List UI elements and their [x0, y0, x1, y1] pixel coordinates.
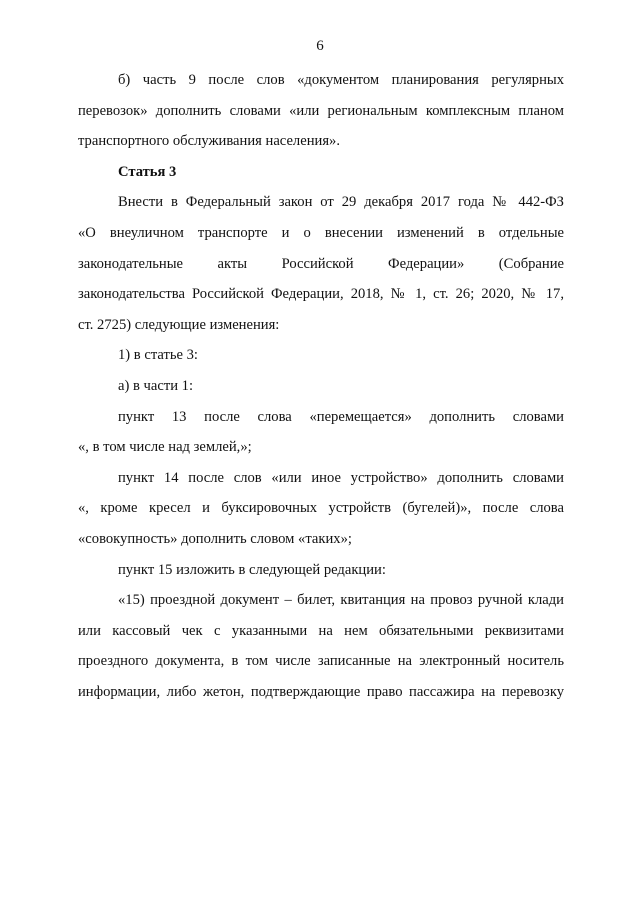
text-line: «совокупность» дополнить словом «таких»; [78, 530, 352, 547]
text-line: «, кроме кресел и буксировочных устройств (бугелей)», после слова [78, 500, 564, 517]
paragraph-point-15-text [78, 585, 564, 707]
article-heading [78, 157, 564, 188]
text-line: или кассовый чек с указанными на нем обязательными реквизитами [78, 622, 564, 639]
text-line: «О внеуличном транспорте и о внесении изменений в отдельные [78, 224, 564, 241]
text-line: пункт 13 после слова «перемещается» дополнить словами [118, 408, 564, 425]
text-line: информации, либо жетон, подтверждающие право пассажира на перевозку [78, 683, 564, 700]
text-line: законодательные акты Российской Федерации» (Собрание [78, 255, 564, 272]
article-3-heading: Статья 3 [118, 163, 177, 180]
paragraph-point-14 [78, 463, 564, 555]
text-line: законодательства Российской Федерации, 2018, № 1, ст. 26; 2020, № 17, [78, 286, 564, 303]
paragraph-point-13 [78, 402, 564, 463]
text-line: «15) проездной документ – билет, квитанция на провоз ручной клади [118, 592, 564, 609]
document-body [78, 65, 564, 707]
paragraph-item-a [78, 371, 564, 402]
text-line: ст. 2725) следующие изменения: [78, 316, 280, 333]
text-line: «, в том числе над землей,»; [78, 439, 252, 456]
text-line: проездного документа, в том числе записанные на электронный носитель [78, 653, 564, 670]
text-line: пункт 15 изложить в следующей редакции: [118, 561, 386, 578]
paragraph-item-1 [78, 340, 564, 371]
text-line: перевозок» дополнить словами «или региональным комплексным планом [78, 102, 564, 119]
text-line: Внести в Федеральный закон от 29 декабря 2017 года № 442-ФЗ [118, 194, 564, 211]
text-line: транспортного обслуживания населения». [78, 133, 340, 150]
text-line: 1) в статье 3: [118, 347, 198, 364]
text-line: пункт 14 после слов «или иное устройство» дополнить словами [118, 469, 564, 486]
paragraph-point-15-intro [78, 555, 564, 586]
paragraph-item-b-part-9 [78, 65, 564, 157]
text-line: б) часть 9 после слов «документом планирования регулярных [118, 72, 564, 88]
text-line: а) в части 1: [118, 377, 194, 394]
paragraph-article-3-intro [78, 187, 564, 340]
page-number: 6 [316, 38, 324, 54]
